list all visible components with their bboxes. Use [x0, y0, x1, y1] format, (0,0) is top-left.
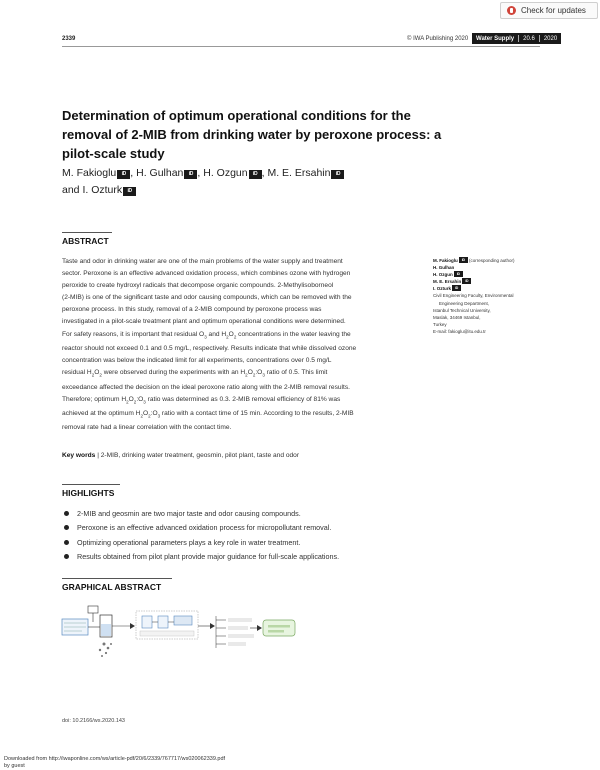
- check-updates-label: Check for updates: [521, 6, 586, 15]
- author-sep: ,: [197, 167, 204, 179]
- keywords-separator: |: [97, 452, 99, 459]
- process-diagram: [60, 602, 300, 660]
- divider: [518, 35, 519, 42]
- orcid-icon[interactable]: iD: [184, 170, 197, 179]
- download-url[interactable]: Downloaded from http://iwaponline.com/ws/article-pdf/20/6/2339/767717/ws020062339.pdf: [4, 756, 226, 762]
- journal-year: 2020: [543, 35, 558, 42]
- affiliation-line: Turkey: [433, 321, 447, 327]
- author-conjunction: and: [62, 184, 80, 196]
- highlights-list: [62, 506, 502, 564]
- highlight-text: 2-MIB and geosmin are two major taste and odor causing compounds.: [77, 508, 301, 518]
- abstract-line: removal rate had a linear correlation with the contact time.: [62, 424, 232, 432]
- download-note: [4, 756, 225, 770]
- abstract-line: residual $H_2O_2$ were observed during the experiments with an $H_2O_2:O_3$ ratio of 0.5. This limit: [62, 369, 328, 378]
- graphical-abstract-heading: GRAPHICAL ABSTRACT: [62, 582, 162, 592]
- author-name[interactable]: M. Fakioglu: [62, 167, 117, 179]
- affiliation-author: H. Ozgun: [433, 272, 453, 278]
- keywords-text: 2-MIB, drinking water treatment, geosmin, pilot plant, taste and odor: [100, 452, 300, 459]
- keywords: [62, 452, 420, 459]
- journal-name: Water Supply: [476, 35, 515, 42]
- list-item: [62, 521, 502, 536]
- divider: [539, 35, 540, 42]
- author-name[interactable]: H. Gulhan: [136, 167, 184, 179]
- orcid-icon[interactable]: iD: [462, 278, 471, 284]
- corresponding-author: M. Fakioglu: [433, 258, 458, 263]
- result-box: [263, 620, 295, 636]
- article-title: Determination of optimum operational conditions for the removal of 2-MIB from drinking water by peroxone process: a pilot-scale study: [62, 108, 442, 161]
- header-rule: [62, 46, 540, 47]
- list-item: [62, 535, 502, 550]
- highlights-heading: HIGHLIGHTS: [62, 488, 115, 498]
- abstract-line: peroxone process. In this study, removal of a 2-MIB compound by peroxone process was: [62, 306, 322, 314]
- author-name[interactable]: I. Ozturk: [82, 184, 123, 196]
- author-name[interactable]: H. Ozgun: [203, 167, 248, 179]
- affiliation-author: I. Ozturk: [433, 286, 452, 292]
- orcid-icon[interactable]: iD: [452, 285, 461, 291]
- orcid-icon[interactable]: iD: [117, 170, 130, 179]
- orcid-icon[interactable]: iD: [459, 257, 468, 263]
- abstract-line: reactor should not exceed 0.1 and 0.5 mg/L, respectively. Results indicate that while dissolved ozone: [62, 344, 357, 352]
- affiliation-line: Maslak, 34469 Istanbul,: [433, 314, 481, 320]
- abstract-heading: ABSTRACT: [62, 236, 109, 246]
- graphical-abstract-figure: [60, 602, 300, 660]
- abstract-line: investigated in a pilot-scale treatment plant and optimum operational conditions were determined.: [62, 318, 346, 326]
- section-rule: [62, 578, 172, 579]
- abstract-line: peroxide to create hydroxyl radicals that decompose organic compounds. 2-Methylisoborneol: [62, 282, 334, 290]
- affiliation-block: [433, 257, 548, 335]
- abstract-line: Taste and odor in drinking water are one of the main problems of the water supply and treatment: [62, 258, 343, 265]
- abstract-line: For safety reasons, it is important that residual $O_3$ and $H_2O_2$ concentrations in the water leaving the: [62, 330, 351, 339]
- journal-banner: [472, 33, 561, 44]
- bullet-icon: [64, 511, 69, 516]
- orcid-icon[interactable]: iD: [123, 187, 136, 196]
- bullet-icon: [64, 525, 69, 530]
- author-list: [62, 165, 422, 199]
- abstract-line: exceedance affected the decision on the ideal peroxone ratio along with the 2-MIB removal results.: [62, 383, 350, 391]
- highlight-text: Peroxone is an effective advanced oxidation process for micropollutant removal.: [77, 523, 332, 533]
- author-line-1: [62, 165, 422, 182]
- email-link[interactable]: E-mail: fakioglu@itu.edu.tr: [433, 328, 486, 334]
- check-for-updates-button[interactable]: [500, 2, 598, 19]
- list-item: [62, 506, 502, 521]
- section-rule: [62, 484, 120, 485]
- affiliation-line: Istanbul Technical University,: [433, 307, 491, 313]
- keywords-label: Key words: [62, 452, 96, 459]
- orcid-icon[interactable]: iD: [249, 170, 262, 179]
- author-line-2: [62, 182, 422, 199]
- abstract-line: achieved at the optimum $H_2O_2:O_3$ ratio with a contact time of 15 min. According to the results, 2-MIB: [62, 410, 354, 419]
- author-sep: ,: [261, 167, 268, 179]
- author-name[interactable]: M. E. Ersahin: [267, 167, 331, 179]
- abstract-line: concentration was below the indicated limit for all experiments, concentrations over 0.5 mg/L: [62, 357, 332, 365]
- list-item: [62, 550, 502, 565]
- highlight-text: Optimizing operational parameters plays a key role in water treatment.: [77, 537, 301, 547]
- check-updates-icon: [507, 6, 516, 15]
- publisher: © IWA Publishing 2020: [407, 36, 469, 42]
- abstract-body: [62, 256, 420, 435]
- ozone-generator: [88, 606, 98, 613]
- journal-volume: 20.6: [523, 35, 535, 42]
- download-by: by guest: [4, 763, 25, 769]
- abstract-line: sector. Peroxone is an effective advanced oxidation process, which combines ozone with hydrogen: [62, 270, 351, 278]
- affiliation-line: Engineering Department,: [439, 300, 490, 306]
- orcid-icon[interactable]: iD: [454, 271, 463, 277]
- affiliation-author: H. Gulhan: [433, 265, 455, 271]
- bullet-icon: [64, 540, 69, 545]
- corresponding-note: (corresponding author): [469, 258, 515, 263]
- bullet-icon: [64, 554, 69, 559]
- page-number: 2339: [62, 36, 76, 42]
- author-sep: ,: [130, 167, 137, 179]
- affiliation-author: M. E. Ersahin: [433, 279, 462, 285]
- doi[interactable]: doi: 10.2166/ws.2020.143: [62, 718, 125, 724]
- orcid-icon[interactable]: iD: [331, 170, 344, 179]
- affiliation-line: Civil Engineering Faculty, Environmental: [433, 293, 514, 299]
- abstract-line: Therefore; optimum $H_2O_2:O_3$ ratio was determined as 0.3. 2-MIB removal efficiency of 81% was: [62, 395, 341, 404]
- highlight-text: Results obtained from pilot plant provide major guidance for full-scale applications.: [77, 552, 340, 562]
- abstract-line: (2-MIB) is one of the significant taste and odor causing compounds, which can be removed with the: [62, 294, 352, 302]
- section-rule: [62, 232, 112, 233]
